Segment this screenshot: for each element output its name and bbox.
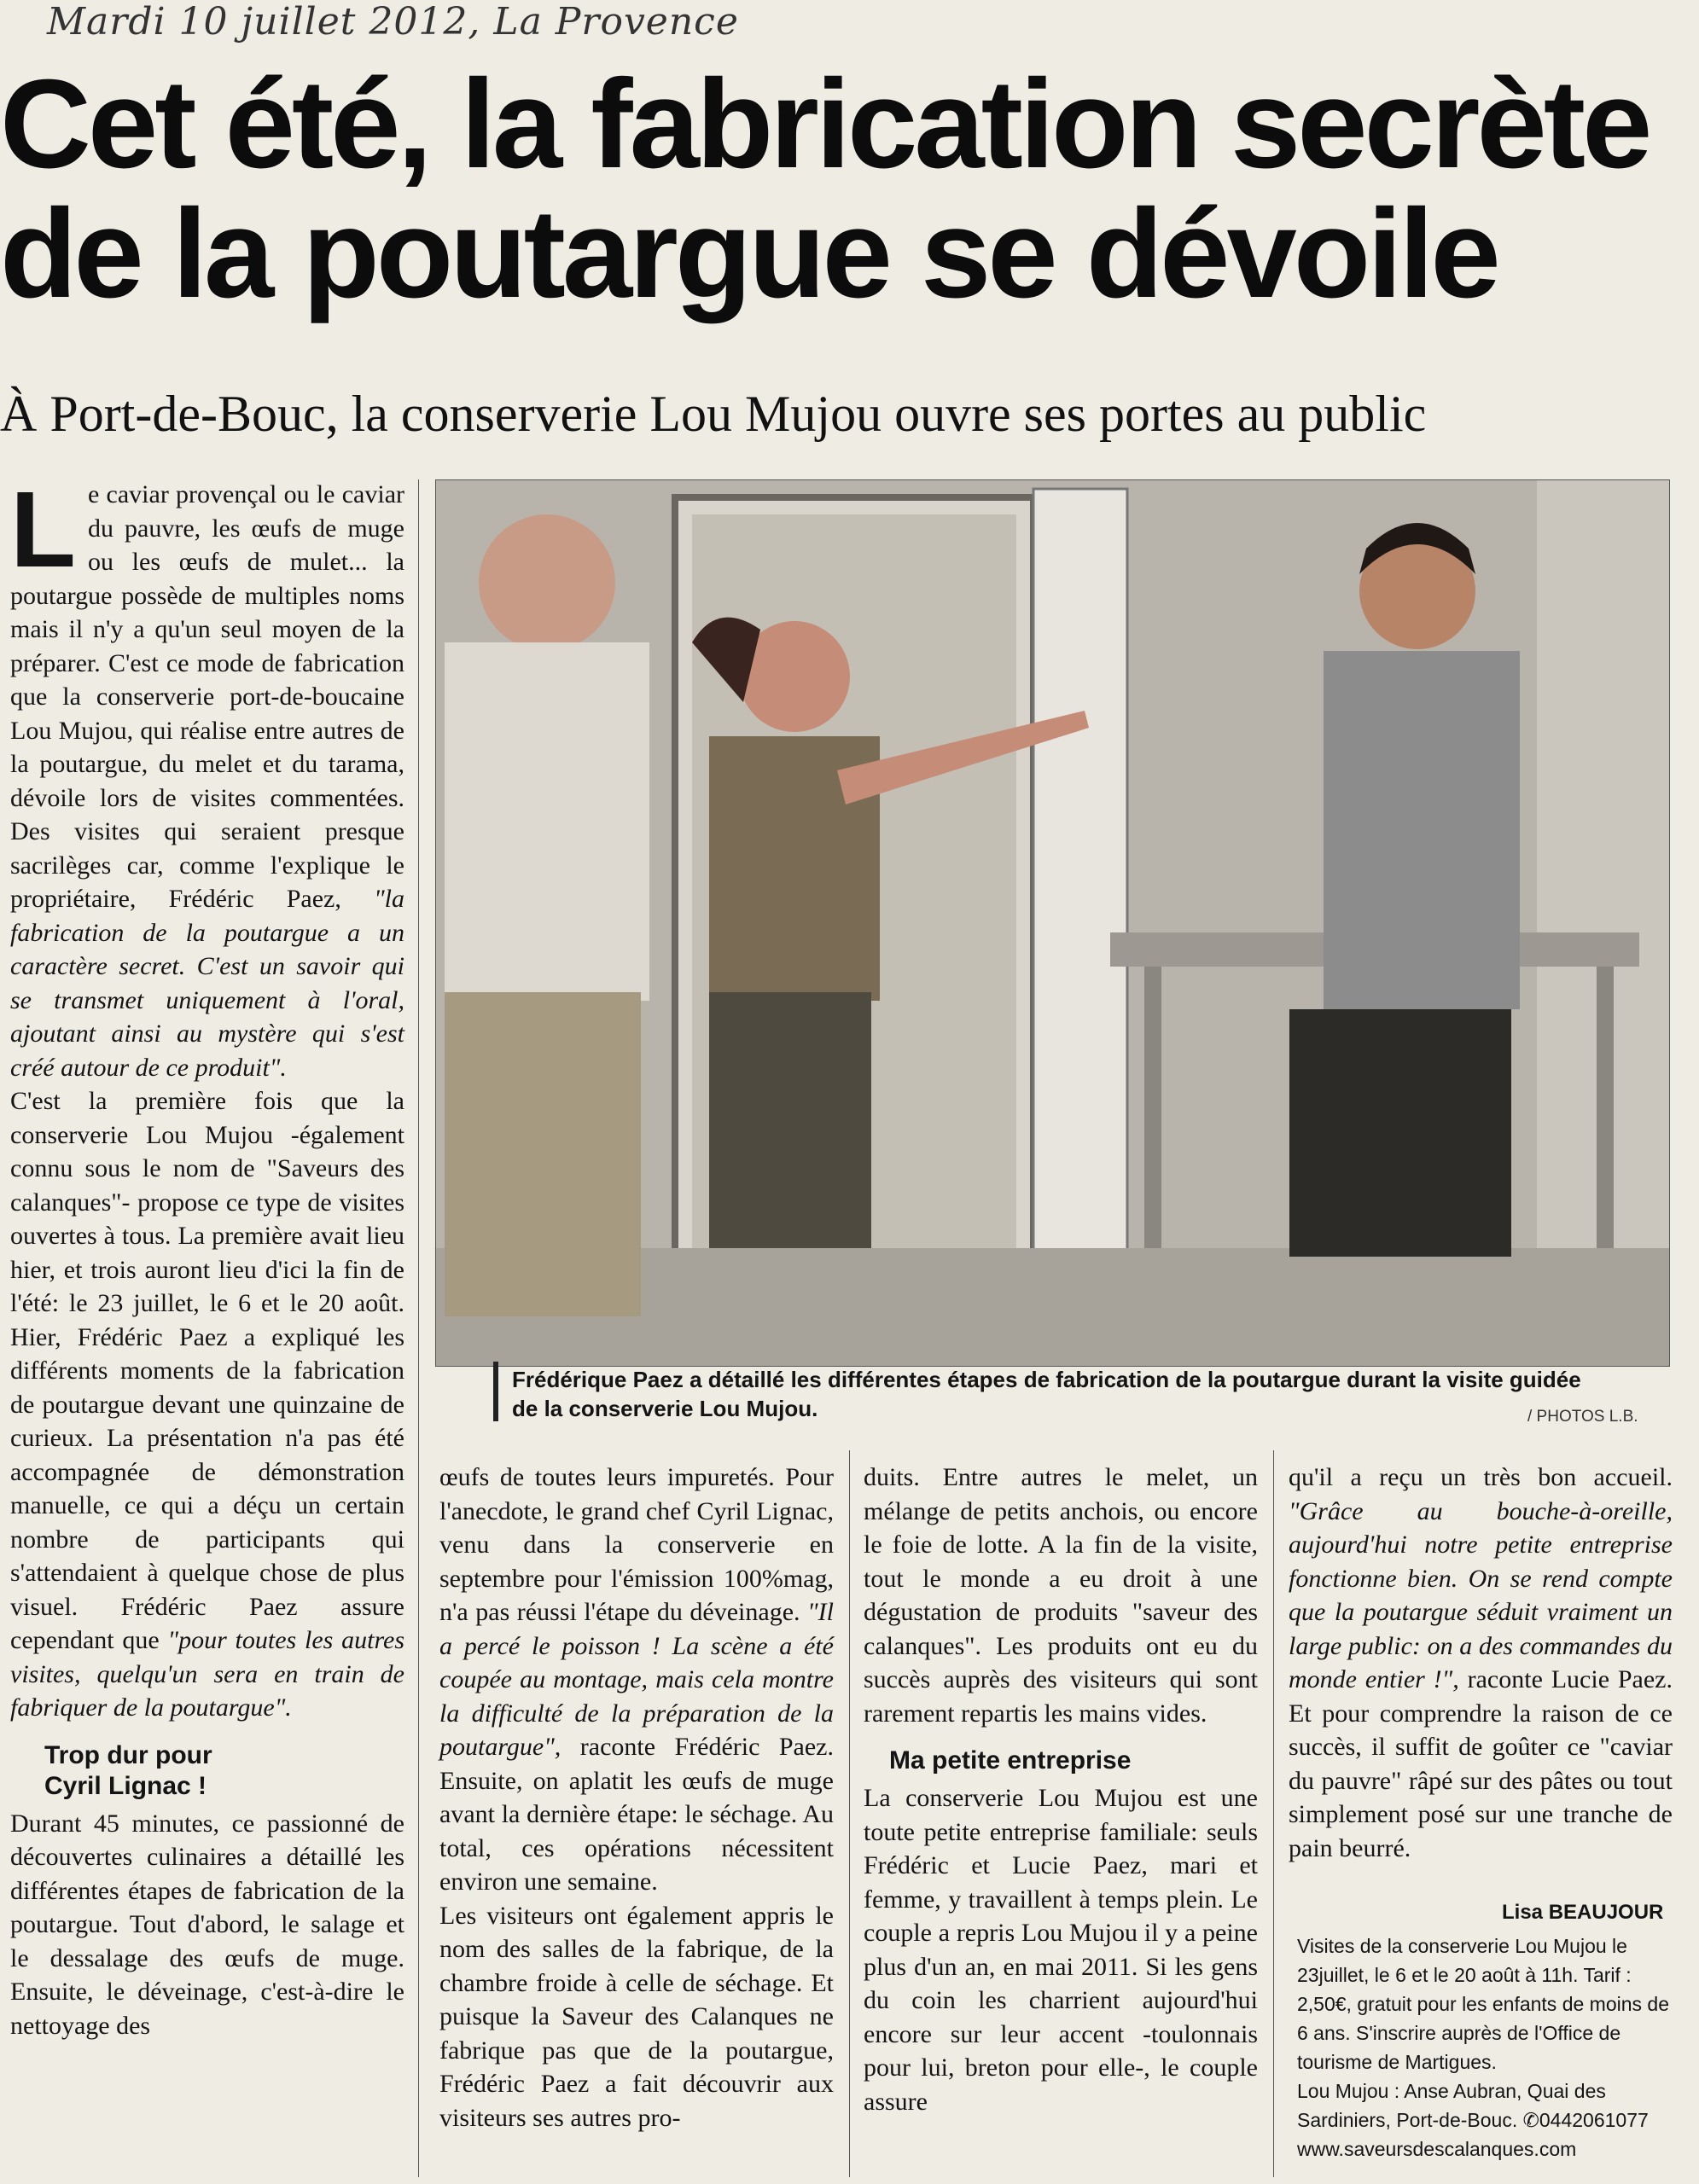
caption-line-1: Frédérique Paez a détaillé les différentes étapes de fabrication de la poutargue durant la visite guidée: [512, 1367, 1581, 1392]
owner-quote-3: "Grâce au bouche-à-oreille, aujourd'hui notre petite entreprise fonctionne bien. On se rend compte que la poutargue séduit vraiment un large public: on a des commandes du monde entier !",: [1289, 1496, 1673, 1693]
headline-line-1: Cet été, la fabrication secrète: [0, 54, 1650, 195]
paragraph: La conserverie Lou Mujou est une toute petite entreprise familiale: seuls Frédéric et Lucie Paez, mari et femme, y travaillent à temps plein. Le couple a repris Lou Mujou il y a peine plus d'un an, en mai 2011. Si les gens du coin les charrient aujourd'hui encore sur leur accent -toulonnais pour lui, breton pour elle-, le couple assure: [864, 1784, 1258, 2116]
article-column-1: [10, 469, 404, 2042]
drop-cap: L: [10, 469, 76, 590]
headline-line-2: de la poutargue se dévoile: [0, 183, 1498, 324]
paragraph: duits. Entre autres le melet, un mélange de petits anchois, ou encore le foie de lotte. A la fin de la visite, tout le monde a eu droit à une dégustation de produits "saveur des calanques". Les produits ont eu du succès auprès des visiteurs qui sont rarement repartis les mains vides.: [864, 1463, 1258, 1728]
paragraph: œufs de toutes leurs impuretés. Pour l'anecdote, le grand chef Cyril Lignac, venu dans la conserverie en septembre pour l'émission 100%mag, n'a pas réussi l'étape du déveinage. "Il a percé le poisson ! La scène a été coupée au montage, mais cela montre la difficulté de la préparation de la poutargue", raconte Frédéric Paez. Ensuite, on aplatit les œufs de muge avant la dernière étape: le séchage. Au total, ces opérations nécessitent environ une semaine.: [439, 1463, 834, 1896]
column-divider: [418, 479, 419, 2177]
photo-credit: / PHOTOS L.B.: [1527, 1408, 1638, 1426]
headline: [0, 54, 1699, 324]
article-column-2: [439, 1461, 834, 2135]
author-byline: Lisa BEAUJOUR: [1502, 1901, 1664, 1924]
owner-quote: "la fabrication de la poutargue a un caractère secret. C'est un savoir qui se transmet uniquement à l'oral, ajoutant ainsi au mystère qui s'est créé autour de ce produit".: [10, 885, 404, 1082]
photo-caption: [512, 1365, 1673, 1423]
intertitle: Ma petite entreprise: [889, 1746, 1132, 1774]
photo-illustration: [436, 480, 1669, 1366]
lead-paragraph: [10, 469, 404, 1084]
subheadline: À Port-de-Bouc, la conserverie Lou Mujou ouvre ses portes au public: [0, 386, 1427, 442]
article-photo: [435, 479, 1670, 1367]
paragraph: qu'il a reçu un très bon accueil. "Grâce au bouche-à-oreille, aujourd'hui notre petite entreprise fonctionne bien. On se rend compte que la poutargue séduit vraiment un large public: on a des commandes du monde entier !", raconte Lucie Paez. Et pour comprendre la raison de ce succès, il suffit de goûter ce "caviar du pauvre" râpé sur des pâtes ou tout simplement posé sur une tranche de pain beurré.: [1289, 1463, 1673, 1862]
column-divider: [849, 1450, 850, 2177]
paragraph: Durant 45 minutes, ce passionné de découvertes culinaires a détaillé les différentes étapes de fabrication de la poutargue. Tout d'abord, le salage et le dessalage des œufs de muge. Ensuite, le déveinage, c'est-à-dire le nettoyage des: [10, 1809, 404, 2040]
intertitle: Trop dur pour Cyril Lignac !: [44, 1740, 212, 1800]
address-phone: Lou Mujou : Anse Aubran, Quai des Sardiniers, Port-de-Bouc. ✆0442061077: [1297, 2080, 1649, 2131]
article-column-4: [1289, 1461, 1673, 1865]
chef-anecdote-quote: "Il a percé le poisson ! La scène a été coupée au montage, mais cela montre la difficulté de la préparation de la poutargue",: [439, 1598, 834, 1761]
paragraph: [10, 1084, 404, 1725]
handwritten-date-note: Mardi 10 juillet 2012, La Provence: [47, 0, 739, 44]
owner-quote-2: "pour toutes les autres visites, quelqu'un sera en train de fabriquer de la poutargue".: [10, 1626, 404, 1722]
visit-details: Visites de la conserverie Lou Mujou le 23juillet, le 6 et le 20 août à 11h. Tarif : 2,50€, gratuit pour les enfants de moins de 6 ans. S'inscrire auprès de l'Office de tourisme de Martigues.: [1297, 1935, 1670, 2073]
paragraph: Les visiteurs ont également appris le nom des salles de la fabrique, de la chambre froide à celle de séchage. Et puisque la Saveur des Calanques ne fabrique pas que de la poutargue, Frédéric Paez a fait découvrir aux visiteurs ses autres pro-: [439, 1901, 834, 2132]
article-column-3: [864, 1461, 1258, 2118]
caption-marker: [493, 1362, 498, 1421]
paragraph-text: C'est la première fois que la conserverie Lou Mujou -également connu sous le nom de "Saveurs des calanques"- propose ce type de visites ouvertes à tous. La première avait lieu hier, et trois auront lieu d'ici la fin de l'été: le 23 juillet, le 6 et le 20 août. Hier, Frédéric Paez a expliqué les différents moments de la fabrication de poutargue devant une quinzaine de curieux. La présentation n'a pas été accompagnée de démonstration manuelle, ce qui a déçu un certain nombre de participants qui s'attendaient à quelque chose de plus visuel. Frédéric Paez assure cependant que: [10, 1087, 404, 1654]
caption-line-2: de la conserverie Lou Mujou.: [512, 1396, 818, 1421]
practical-info-box: [1297, 1931, 1673, 2164]
column-divider: [1273, 1450, 1274, 2177]
website-link[interactable]: www.saveursdescalanques.com: [1297, 2138, 1577, 2160]
lead-text: e caviar provençal ou le caviar du pauvre, les œufs de muge ou les œufs de mulet... la poutargue possède de multiples noms mais il n'y a qu'un seul moyen de la préparer. C'est ce mode de fabrication que la conserverie port-de-boucaine Lou Mujou, qui réalise entre autres de la poutargue, du melet et du tarama, dévoile lors de visites commentées. Des visites qui seraient presque sacrilèges car, comme l'explique le propriétaire, Frédéric Paez,: [10, 480, 404, 913]
